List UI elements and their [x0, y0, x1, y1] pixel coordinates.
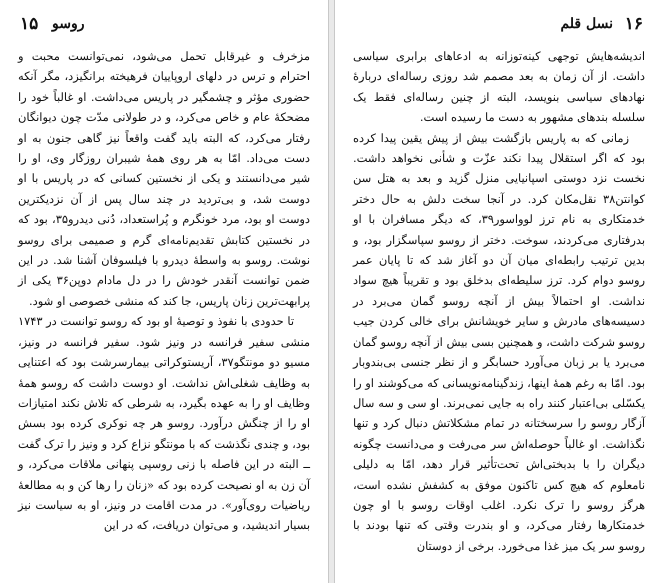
left-page: [0, 0, 328, 583]
left-page-header: [20, 14, 308, 36]
left-page-body: [18, 46, 310, 575]
right-paragraph-2: زمانی که به پاریس بازگشت بیش از پیش یقین پیدا کرده بود که اگر استقلال پیدا نکند عزّت و شأنی نخواهد داشت. نخست نزد دوستی اسپانیایی منزل گزید و بعد به هتل سن کوانتن۳۸ نقل‌مکان کرد. در آنجا سخت دلش به حال دختر خدمتکاری به نام ترز لوواسور۳۹، که دیگر مسافران با او بدرفتاری می‌کردند، سوخت. دختر از روسو سپاسگزار بود، و بدین ترتیب رابطه‌ای میان آن دو آغاز شد که تا پایان عمر روسو دوام کرد. ترز سلیطه‌ای بدخلق بود و تقریباً هیچ سواد نداشت. او احتمالاً بیش از آنچه روسو گمان می‌برد در دسیسه‌های مادرش و سایر خویشانش برای خالی کردن جیب روسو شرکت داشت، و همچنین بسی بیش از آنچه روسو گمان می‌برد یا بر زبان می‌آورد حسابگر و از نظر جنسی بی‌بندوبار بود. امّا به رغم همهٔ اینها، زندگینامه‌نویسانی که می‌کوشند او را یکسّلی بی‌اعتبار کنند راه به جایی نمی‌برند. او سی و سه سال آزگار روسو را سرسختانه در تمام مشکلاتش دنبال کرد و تنها نگذاشت. او غالباً حوصله‌اش سر می‌رفت و می‌دانست چگونه دیگران را با بدبختی‌اش تحت‌تأثیر قرار دهد، امّا به دلیلی نامعلوم که هیچ کس تاکنون موفق به کشفش نشده است، هرگز روسو را ترک نکرد. اغلب اوقات روسو با او چون خدمتکارها رفتار می‌کرد، و او بندرت وقتی که تنها بودند با روسو سر یک میز غذا می‌خورد. برخی از دوستان: [353, 130, 645, 553]
right-page-header: [355, 14, 643, 36]
right-running-title: نسل قلم: [560, 16, 613, 32]
right-page: [335, 0, 663, 583]
right-page-number: ۱۶: [624, 14, 643, 34]
right-paragraph-1: اندیشه‌هایش توجهی کینه‌توزانه به ادعاهای برابری سیاسی داشت. از آن زمان به بعد مصمم شد روزی رساله‌ای دربارهٔ نهادهای سیاسی بنویسد، البته از چنین رساله‌ای فقط یک سلسله بندهای مشهور به دست ما رسیده است.: [353, 49, 645, 125]
book-gutter: [328, 0, 335, 583]
left-page-number: ۱۵: [20, 14, 39, 34]
left-paragraph-1: مزخرف و غیرقابل تحمل می‌شود، نمی‌توانست محبت و احترام و ترس در دلهای اروپاییان فرهیخته برانگیزد، مگر آنکه حضوری مؤثر و چشمگیر در پاریس می‌داشت. او غالباً خود را مضحکهٔ عام و خاص می‌کرد، و در طولانی مدّت چون دیوانگان رفتار می‌کرد، که البته باید گفت واقعاً نیز گاهی جنون به او دست می‌داد. امّا به هر روی همهٔ شیبران روزگار وی، او را شیر می‌دانستند و یکی از نخستین کسانی که در پاریس با او دوست شد، و بی‌تردید در چند سال پس از آن نزدیکترین دوست او بود، مرد خونگرم و پُراستعداد، دُنی دیدرو۳۵، بود که در نخستین کتابش تقدیم‌نامه‌ای گرم و صمیمی برای روسو نوشت. روسو به واسطهٔ دیدرو با فیلسوفان آشنا شد. در این ضمن توانست آنقدر خودش را در دل مادام دوپن۳۶ یکی از پرابهت‌ترین زنان پاریس، جا کند که منشی خصوصی او شود.: [18, 49, 310, 308]
left-paragraph-2: تا حدودی با نفوذ و توصیهٔ او بود که روسو توانست در ۱۷۴۳ منشی سفیر فرانسه در ونیز شود. سفیر فرانسه در ونیز، مسیو دو مونتگو۳۷، آریستوکراتی بیمارسرشت بود که اعتنایی به وظایف شغلی‌اش نداشت. او دوست داشت که روسو همهٔ وظایف او را به عهده بگیرد، به شرطی که تلاش نکند امتیازات او را از چنگش درآورد. روسو هر چه نوکری کرده بود بسش بود، و چندی نگذشت که با مونتگو نزاع کرد و ونیز را ترک گفت ــ البته در این فاصله با زنی روسپی پنهانی ملاقات می‌کرد، و آن زن به او نصیحت کرده بود که «زنان را رها کن و به مطالعهٔ ریاضیات روی‌آور». در مدت اقامت در ونیز، او به سیاست نیز بسیار اندیشید، و می‌توان دریافت، که در این: [18, 314, 310, 533]
right-page-body: [353, 46, 645, 575]
left-running-title: روسو: [52, 16, 85, 32]
